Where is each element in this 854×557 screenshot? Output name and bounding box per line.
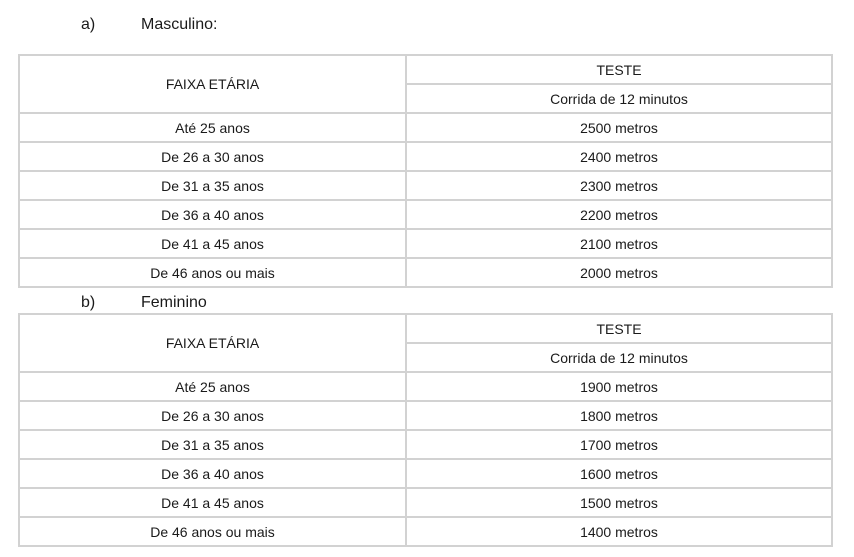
distance-cell: 1900 metros — [406, 372, 832, 401]
table-row — [19, 517, 832, 546]
table-row — [19, 372, 832, 401]
age-range-cell: De 36 a 40 anos — [19, 200, 406, 229]
distance-cell: 2500 metros — [406, 113, 832, 142]
section-letter: b) — [81, 294, 96, 311]
age-range-cell: De 26 a 30 anos — [19, 401, 406, 430]
table-row — [19, 229, 832, 258]
table-row — [19, 142, 832, 171]
age-range-cell: De 31 a 35 anos — [19, 430, 406, 459]
age-range-cell: De 41 a 45 anos — [19, 229, 406, 258]
distance-cell: 1700 metros — [406, 430, 832, 459]
section-title: Feminino — [141, 294, 207, 311]
age-range-cell: De 46 anos ou mais — [19, 517, 406, 546]
section-letter: a) — [81, 16, 96, 33]
test-name-header: Corrida de 12 minutos — [406, 343, 832, 372]
table-row — [19, 171, 832, 200]
age-range-cell: De 46 anos ou mais — [19, 258, 406, 287]
distance-cell: 1800 metros — [406, 401, 832, 430]
distance-cell: 1600 metros — [406, 459, 832, 488]
age-range-cell: De 41 a 45 anos — [19, 488, 406, 517]
table-row — [19, 430, 832, 459]
table-row — [19, 200, 832, 229]
distance-cell: 2200 metros — [406, 200, 832, 229]
table-feminino — [18, 313, 833, 547]
table-row — [19, 488, 832, 517]
section-title: Masculino: — [141, 16, 218, 33]
distance-cell: 2000 metros — [406, 258, 832, 287]
age-range-cell: Até 25 anos — [19, 113, 406, 142]
distance-cell: 2300 metros — [406, 171, 832, 200]
table-row — [19, 401, 832, 430]
age-range-header: FAIXA ETÁRIA — [19, 314, 406, 372]
distance-cell: 1400 metros — [406, 517, 832, 546]
distance-cell: 2400 metros — [406, 142, 832, 171]
table-header-row — [19, 314, 832, 343]
age-range-cell: De 26 a 30 anos — [19, 142, 406, 171]
table-row — [19, 258, 832, 287]
table-row — [19, 459, 832, 488]
table-row — [19, 113, 832, 142]
test-header: TESTE — [406, 314, 832, 343]
age-range-cell: Até 25 anos — [19, 372, 406, 401]
age-range-cell: De 31 a 35 anos — [19, 171, 406, 200]
table-header-row — [19, 55, 832, 84]
test-header: TESTE — [406, 55, 832, 84]
age-range-header: FAIXA ETÁRIA — [19, 55, 406, 113]
table-masculino — [18, 54, 833, 288]
distance-cell: 2100 metros — [406, 229, 832, 258]
section-heading-masculino — [0, 16, 854, 40]
distance-cell: 1500 metros — [406, 488, 832, 517]
test-name-header: Corrida de 12 minutos — [406, 84, 832, 113]
age-range-cell: De 36 a 40 anos — [19, 459, 406, 488]
